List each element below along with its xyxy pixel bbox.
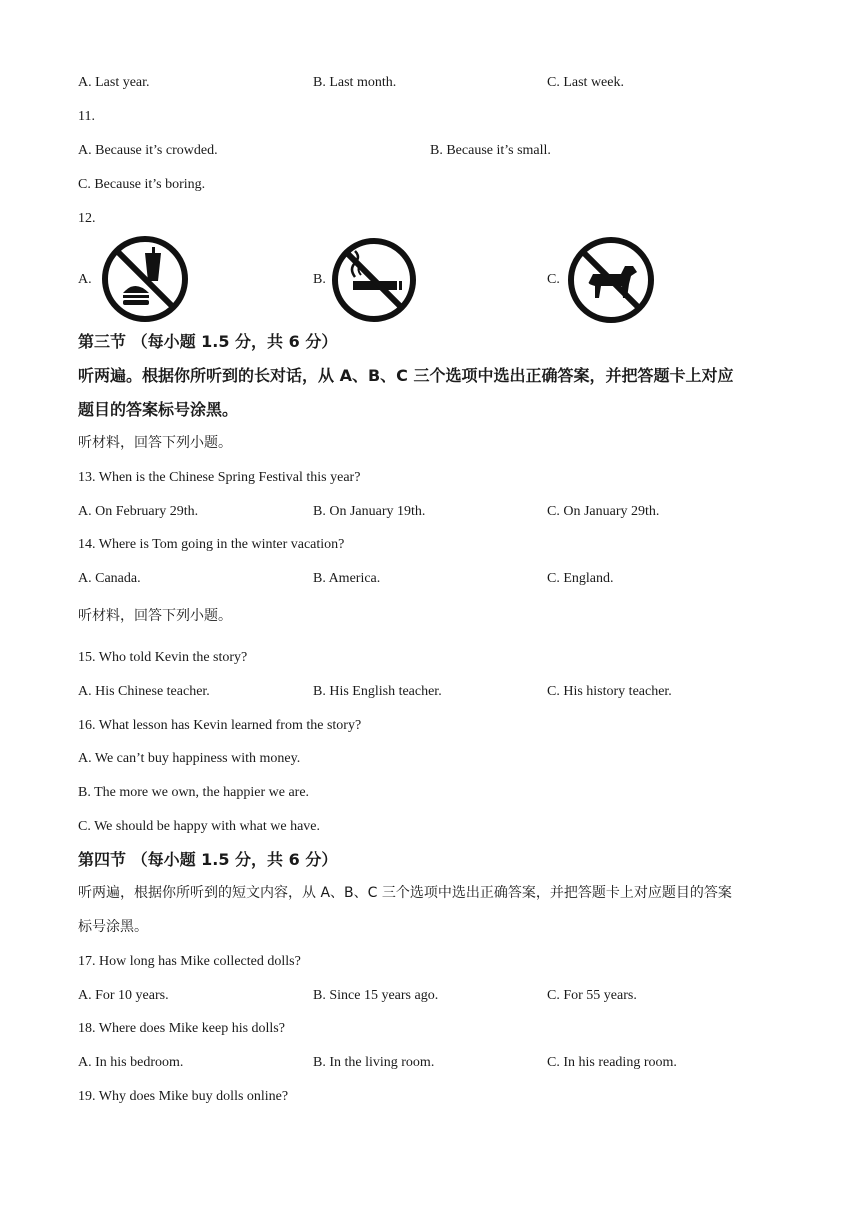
section3-instruction-line2: 题目的答案标号涂黑。 bbox=[78, 400, 239, 419]
q15-option-a: A. His Chinese teacher. bbox=[78, 684, 210, 699]
q16-question: 16. What lesson has Kevin learned from the story? bbox=[78, 718, 362, 733]
q13-option-b: B. On January 19th. bbox=[313, 504, 426, 519]
no-dogs-icon bbox=[567, 236, 655, 329]
q15-option-b: B. His English teacher. bbox=[313, 684, 442, 699]
q16-option-a: A. We can’t buy happiness with money. bbox=[78, 751, 301, 766]
section3-instruction-line1: 听两遍。根据你所听到的长对话，从 A、B、C 三个选项中选出正确答案，并把答题卡上对应 bbox=[78, 366, 734, 385]
q14-option-b: B. America. bbox=[313, 571, 381, 586]
q17-option-a: A. For 10 years. bbox=[78, 988, 169, 1003]
q14-option-a: A. Canada. bbox=[78, 571, 141, 586]
q11-option-a: A. Because it’s crowded. bbox=[78, 143, 218, 158]
q11-option-b: B. Because it’s small. bbox=[430, 143, 551, 158]
section3-material1: 听材料，回答下列小题。 bbox=[78, 435, 232, 451]
q17-option-c: C. For 55 years. bbox=[547, 988, 637, 1003]
q14-option-c: C. England. bbox=[547, 571, 614, 586]
q11-option-c: C. Because it’s boring. bbox=[78, 177, 206, 192]
q18-question: 18. Where does Mike keep his dolls? bbox=[78, 1021, 285, 1036]
q19-question: 19. Why does Mike buy dolls online? bbox=[78, 1089, 289, 1104]
q10-option-c: C. Last week. bbox=[547, 75, 624, 90]
q18-option-a: A. In his bedroom. bbox=[78, 1055, 184, 1070]
q15-option-c: C. His history teacher. bbox=[547, 684, 672, 699]
q12-option-b-label: B. bbox=[313, 272, 326, 287]
no-smoking-icon bbox=[331, 237, 417, 328]
q12-option-c-label: C. bbox=[547, 272, 560, 287]
q18-option-b: B. In the living room. bbox=[313, 1055, 435, 1070]
q12-option-a-label: A. bbox=[78, 272, 92, 287]
q18-option-c: C. In his reading room. bbox=[547, 1055, 677, 1070]
q12-number: 12. bbox=[78, 211, 96, 226]
q16-option-c: C. We should be happy with what we have. bbox=[78, 819, 321, 834]
q13-option-a: A. On February 29th. bbox=[78, 504, 199, 519]
q13-question: 13. When is the Chinese Spring Festival this year? bbox=[78, 470, 361, 485]
q10-option-a: A. Last year. bbox=[78, 75, 150, 90]
q14-question: 14. Where is Tom going in the winter vacation? bbox=[78, 537, 345, 552]
no-food-drink-icon bbox=[101, 235, 189, 328]
q13-option-c: C. On January 29th. bbox=[547, 504, 660, 519]
section4-title: 第四节 （每小题 1.5 分，共 6 分） bbox=[78, 850, 338, 869]
section4-instruction-line2: 标号涂黑。 bbox=[78, 919, 148, 935]
section3-material2: 听材料，回答下列小题。 bbox=[78, 608, 232, 624]
q16-option-b: B. The more we own, the happier we are. bbox=[78, 785, 310, 800]
section4-instruction-line1: 听两遍，根据你所听到的短文内容，从 A、B、C 三个选项中选出正确答案，并把答题卡上对应题目的答案 bbox=[78, 885, 732, 901]
q17-question: 17. How long has Mike collected dolls? bbox=[78, 954, 301, 969]
q11-number: 11. bbox=[78, 109, 95, 124]
q17-option-b: B. Since 15 years ago. bbox=[313, 988, 439, 1003]
q10-option-b: B. Last month. bbox=[313, 75, 397, 90]
q15-question: 15. Who told Kevin the story? bbox=[78, 650, 248, 665]
section3-title: 第三节 （每小题 1.5 分，共 6 分） bbox=[78, 332, 338, 351]
